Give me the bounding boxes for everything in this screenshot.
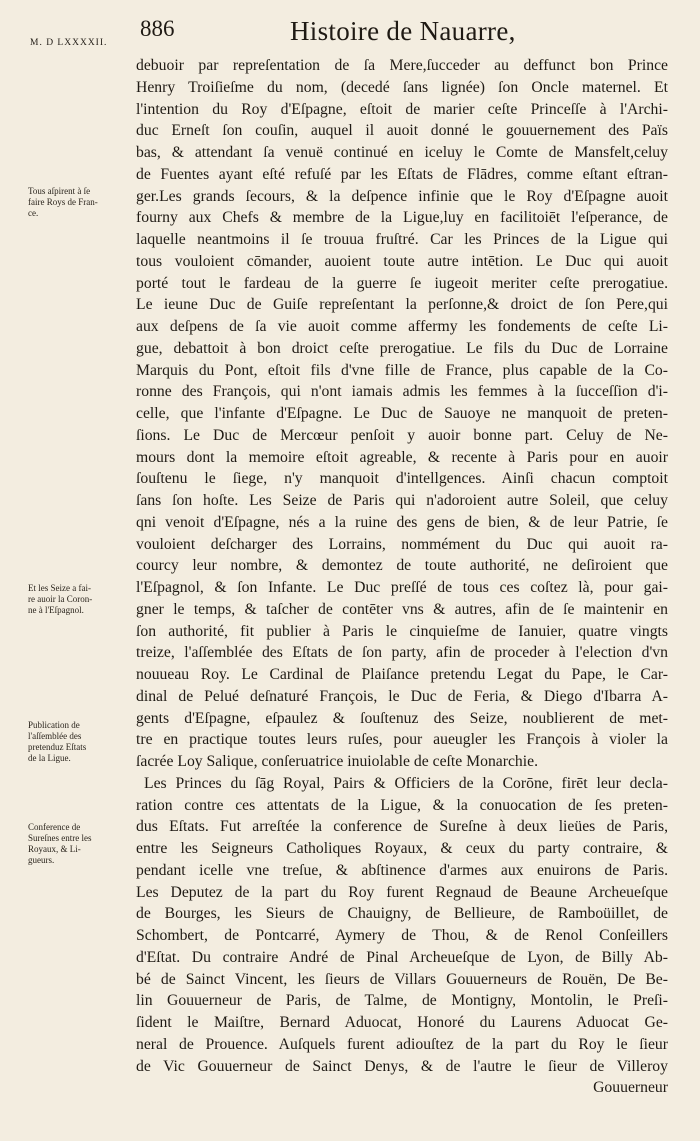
text-line: bas, & attendant ſa venuë continué en iceluy le Comte de Mansfelt,celuy: [136, 144, 668, 161]
text-line: Henry Troiſieſme du nom, (decedé ſans lignée) ſon Oncle maternel. Et: [136, 78, 668, 96]
text-line: l'Eſpagnol, & ſon Infante. Le Duc preſſé de tous ces coſtez là, pour gai-: [136, 579, 668, 596]
text-line: qni venoit d'Eſpagne, nés a la ruine des gens de bien, & de leur Patrie, ſe: [136, 513, 668, 531]
text-line: porté tout le fardeau de la guerre ſe iugeoit meriter ceſte prerogatiue.: [136, 274, 668, 292]
text-line: aux deſpens de ſa vie auoit comme affermy les fondements de ceſte Li-: [136, 318, 668, 335]
text-line: lin Gouuerneur de Paris, de Talme, de Montigny, Montolin, le Preſi-: [136, 992, 668, 1010]
text-line: nouueau Roy. Le Cardinal de Plaiſance pretendu Legat du Pape, le Car-: [136, 666, 668, 683]
text-line: Gouuerneur: [593, 1079, 668, 1097]
text-line: de Fuentes ayant eſté refuſé par les Eſtats de Flādres, comme eſtant eſtran-: [136, 165, 668, 183]
margin-note: Et les Seize a fai- re auoir la Coron- ne à l'Eſpagnol.: [28, 583, 93, 615]
margin-note: Tous aſpirent à ſe faire Roys de Fran- ce.: [28, 186, 98, 218]
text-line: de Vic Gouuerneur de Sainct Denys, & de l'autre le ſieur de Villeroy: [136, 1057, 668, 1075]
text-line: gue, debattoit à bon droict ceſte prerogatiue. Le fils du Duc de Lorraine: [136, 339, 668, 357]
text-line: dus Eſtats. Fut arreſtée la conference de Sureſne à deux lieües de Paris,: [136, 818, 668, 836]
text-line: d'Eſtat. Du contraire André de Pinal Archeueſque de Lyon, de Billy Ab-: [136, 948, 668, 966]
text-line: treize, l'aſſemblée des Eſtats de ſon party, afin de proceder à l'election d'vn: [136, 644, 668, 662]
text-line: mours dont la memoire eſtoit agreable, & recente à Paris pour en auoir: [136, 448, 668, 466]
text-line: ger.Les grands ſecours, & la deſpence infinie que le Roy d'Eſpagne auoit: [136, 187, 668, 205]
text-line: de Bourges, les Sieurs de Chauigny, de Bellieure, de Ramboüillet, de: [136, 905, 668, 923]
text-line: ſans ſon hoſte. Les Seize de Paris qui n'adoroient autre Soleil, que celuy: [136, 492, 668, 509]
margin-note: Conference de Sureſnes entre les Royaux, & Li- gueurs.: [28, 822, 92, 865]
text-line: celle, que l'infante d'Eſpagne. Le Duc de Sauoye ne manquoit de preten-: [136, 405, 668, 422]
page-number: 886: [140, 16, 175, 41]
text-line: gner le temps, & taſcher de contēter vns & autres, afin de ſe maintenir en: [136, 600, 668, 618]
text-line: neral de Prouence. Auſquels furent adiouſtez de la part du Roy le ſieur: [136, 1035, 668, 1053]
text-line: Les Deputez de la part du Roy furent Regnaud de Beaune Archeueſque: [136, 883, 668, 901]
text-line: laquelle neantmoins il ſe trouua fruſtré. Car les Princes de la Ligue qui: [136, 231, 668, 248]
running-title: Histoire de Nauarre,: [290, 16, 516, 46]
text-line: Marquis du Pont, eſtoit fils d'vne fille de France, plus capable de la Co-: [136, 361, 668, 379]
text-line: pendant icelle vne treſue, & abſtinence d'armes aux enuirons de Paris.: [136, 861, 668, 879]
text-line: courcy leur nombre, & demontez de toute authorité, ne deſiroient que: [136, 557, 668, 575]
text-line: entre les Seigneurs Catholiques Royaux, & ceux du party contraire, &: [136, 840, 668, 857]
text-line: bé de Sainct Vincent, les ſieurs de Villars Gouuerneurs de Rouën, De Be-: [136, 970, 668, 988]
text-line: Schombert, de Pontcarré, Aymery de Thou, & de Renol Conſeillers: [136, 927, 668, 944]
running-year: M. D LXXXXII.: [30, 38, 108, 48]
text-line: ſouſtenu le ſiege, n'y manquoit d'intellgences. Ainſi chacun comptoit: [136, 470, 668, 488]
text-line: ration contre ces attentats de la Ligue, & la conuocation de ſes preten-: [136, 796, 668, 814]
text-line: ſon authorité, fit publier à Paris le cinquieſme de Ianuier, quatre vingts: [136, 622, 668, 640]
margin-note: Publication de l'aſſemblée des pretenduz Eſtats de la Ligue.: [28, 720, 87, 763]
text-line: dinal de Pelué deſnaturé François, le Duc de Feria, & Diego d'Ibarra A-: [136, 687, 668, 705]
body-text: [136, 55, 668, 1099]
text-line: ſacrée Loy Salique, conſeruatrice inuiolable de ceſte Monarchie.: [136, 753, 539, 770]
text-line: Les Princes du ſāg Royal, Pairs & Officiers de la Corōne, firēt leur decla-: [144, 774, 668, 792]
text-line: fourny aux Chefs & membre de la Ligue,luy en facilitoiēt l'eſperance, de: [136, 209, 668, 227]
text-line: Le ieune Duc de Guiſe repreſentant la perſonne,& droict de ſon Pere,qui: [136, 296, 668, 314]
text-line: tous vouloient cōmander, auoient toute autre intētion. Le Duc qui auoit: [136, 252, 668, 270]
text-line: ronne des François, qui n'ont iamais admis les femmes à la ſucceſſion d'i-: [136, 383, 668, 401]
text-line: gents d'Eſpagne, eſpaulez & ſouſtenuz des Seize, noublierent de met-: [136, 709, 668, 727]
text-line: ſions. Le Duc de Mercœur penſoit y auoir bonne part. Celuy de Ne-: [136, 426, 668, 444]
text-line: debuoir par repreſentation de ſa Mere,ſucceder au deffunct bon Prince: [136, 57, 668, 74]
text-line: l'intention du Roy d'Eſpagne, eſtoit de marier ceſte Princeſſe à l'Archi-: [136, 100, 668, 118]
text-line: vouloient deſcharger des Lorrains, nommément du Duc qui auoit ra-: [136, 535, 668, 553]
text-line: duc Erneſt ſon couſin, auquel il auoit donné le gouuernement des Païs: [136, 122, 668, 140]
text-line: tre en practique toutes leurs ruſes, pour aueugler les François à violer la: [136, 731, 668, 749]
text-line: ſident le Maiſtre, Bernard Aduocat, Honoré du Laurens Aduocat Ge-: [136, 1014, 668, 1031]
